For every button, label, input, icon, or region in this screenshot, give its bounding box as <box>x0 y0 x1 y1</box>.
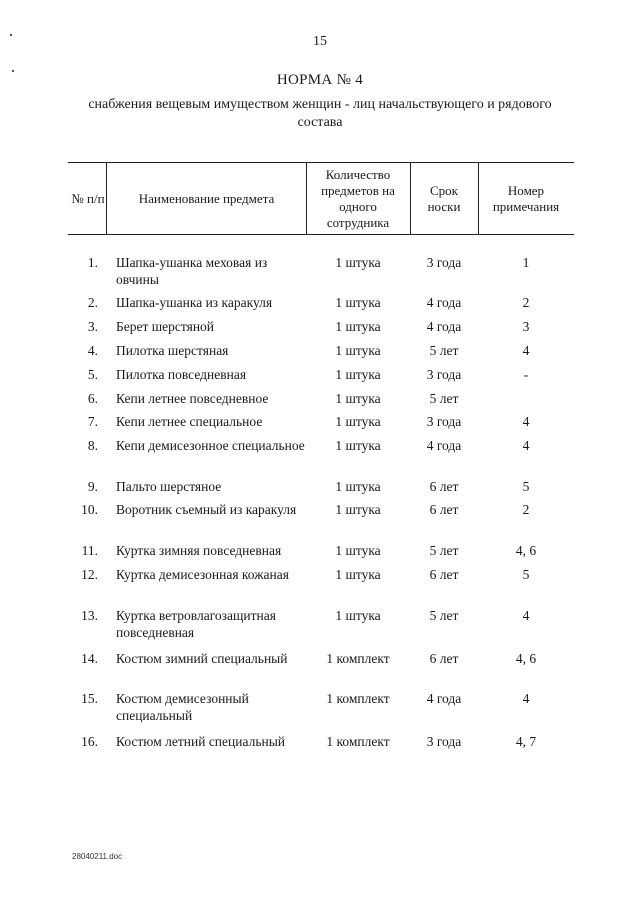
wear-term: 4 года <box>426 295 462 310</box>
wear-term: 5 лет <box>429 391 459 406</box>
item-quantity: 1 штука <box>335 255 381 270</box>
row-number: 3. <box>87 319 98 334</box>
item-quantity: 1 штука <box>335 367 381 382</box>
wear-term: 3 года <box>426 367 462 382</box>
header-note: Номер примечания <box>492 182 560 214</box>
wear-term: 6 лет <box>429 567 459 582</box>
document-subtitle: снабжения вещевым имуществом женщин - лиц начальствующего и рядового состава <box>88 97 552 130</box>
header-term: Срок носки <box>427 182 461 214</box>
note-number: 4 <box>522 343 530 358</box>
item-quantity: 1 комплект <box>326 651 390 666</box>
item-name: Пилотка шерстяная <box>116 343 229 358</box>
wear-term: 4 года <box>426 691 462 706</box>
item-quantity: 1 комплект <box>326 734 390 749</box>
wear-term: 4 года <box>426 319 462 334</box>
row-number: 13. <box>81 608 98 623</box>
header-num: № п/п <box>71 190 105 206</box>
item-quantity: 1 штука <box>335 319 381 334</box>
note-number: 4 <box>522 608 530 623</box>
note-number: 4, 6 <box>515 543 537 558</box>
item-name: Воротник съемный из каракуля <box>116 502 297 517</box>
wear-term: 6 лет <box>429 651 459 666</box>
wear-term: 4 года <box>426 438 462 453</box>
row-number: 7. <box>87 414 98 429</box>
row-number: 5. <box>87 367 98 382</box>
wear-term: 3 года <box>426 255 462 270</box>
item-quantity: 1 штука <box>335 295 381 310</box>
note-number: 4, 6 <box>515 651 537 666</box>
wear-term: 5 лет <box>429 543 459 558</box>
note-number: 2 <box>522 295 530 310</box>
item-name: Шапка-ушанка меховая из овчины <box>116 255 268 287</box>
row-number: 10. <box>81 502 98 517</box>
document-title: НОРМА № 4 <box>276 72 364 88</box>
column-separator <box>306 162 307 234</box>
wear-term: 5 лет <box>429 608 459 623</box>
row-number: 11. <box>81 543 98 558</box>
note-number: - <box>523 367 529 382</box>
note-number: 5 <box>522 567 530 582</box>
item-quantity: 1 штука <box>335 479 381 494</box>
note-number: 5 <box>522 479 530 494</box>
row-number: 12. <box>81 567 98 582</box>
item-name: Куртка ветровлагозащитная повседневная <box>116 608 276 640</box>
item-name: Кепи летнее повседневное <box>116 391 269 406</box>
item-name: Берет шерстяной <box>116 319 215 334</box>
row-number: 15. <box>81 691 98 706</box>
file-name: 28040211.doc <box>72 852 123 861</box>
wear-term: 3 года <box>426 734 462 749</box>
row-number: 1. <box>87 255 98 270</box>
item-quantity: 1 штука <box>335 414 381 429</box>
note-number: 4 <box>522 414 530 429</box>
item-quantity: 1 штука <box>335 567 381 582</box>
note-number: 4, 7 <box>515 734 537 749</box>
item-name: Куртка демисезонная кожаная <box>116 567 289 582</box>
note-number: 4 <box>522 691 530 706</box>
item-quantity: 1 штука <box>335 543 381 558</box>
item-name: Костюм летний специальный <box>116 734 285 749</box>
item-name: Куртка зимняя повседневная <box>116 543 282 558</box>
item-name: Костюм зимний специальный <box>116 651 288 666</box>
item-name: Кепи летнее специальное <box>116 414 263 429</box>
note-number: 3 <box>522 319 530 334</box>
column-separator <box>410 162 411 234</box>
row-number: 14. <box>81 651 98 666</box>
item-quantity: 1 штука <box>335 438 381 453</box>
wear-term: 3 года <box>426 414 462 429</box>
row-number: 8. <box>87 438 98 453</box>
wear-term: 5 лет <box>429 343 459 358</box>
row-number: 4. <box>87 343 98 358</box>
table-header-rule <box>68 234 574 235</box>
item-name: Кепи демисезонное специальное <box>116 438 305 453</box>
row-number: 2. <box>87 295 98 310</box>
item-quantity: 1 штука <box>335 343 381 358</box>
item-quantity: 1 штука <box>335 502 381 517</box>
row-number: 16. <box>81 734 98 749</box>
wear-term: 6 лет <box>429 502 459 517</box>
note-number: 1 <box>522 255 530 270</box>
row-number: 9. <box>87 479 98 494</box>
header-qty: Количество предметов на одного сотрудника <box>321 166 395 230</box>
page-number: 15 <box>313 34 327 49</box>
item-name: Костюм демисезонный специальный <box>116 691 249 723</box>
header-name: Наименование предмета <box>138 190 275 206</box>
wear-term: 6 лет <box>429 479 459 494</box>
item-name: Пальто шерстяное <box>116 479 222 494</box>
item-quantity: 1 штука <box>335 391 381 406</box>
note-number: 4 <box>522 438 530 453</box>
item-name: Пилотка повседневная <box>116 367 247 382</box>
item-name: Шапка-ушанка из каракуля <box>116 295 273 310</box>
note-number: 2 <box>522 502 530 517</box>
column-separator <box>478 162 479 234</box>
row-number: 6. <box>87 391 98 406</box>
item-quantity: 1 штука <box>335 608 381 623</box>
item-quantity: 1 комплект <box>326 691 390 706</box>
